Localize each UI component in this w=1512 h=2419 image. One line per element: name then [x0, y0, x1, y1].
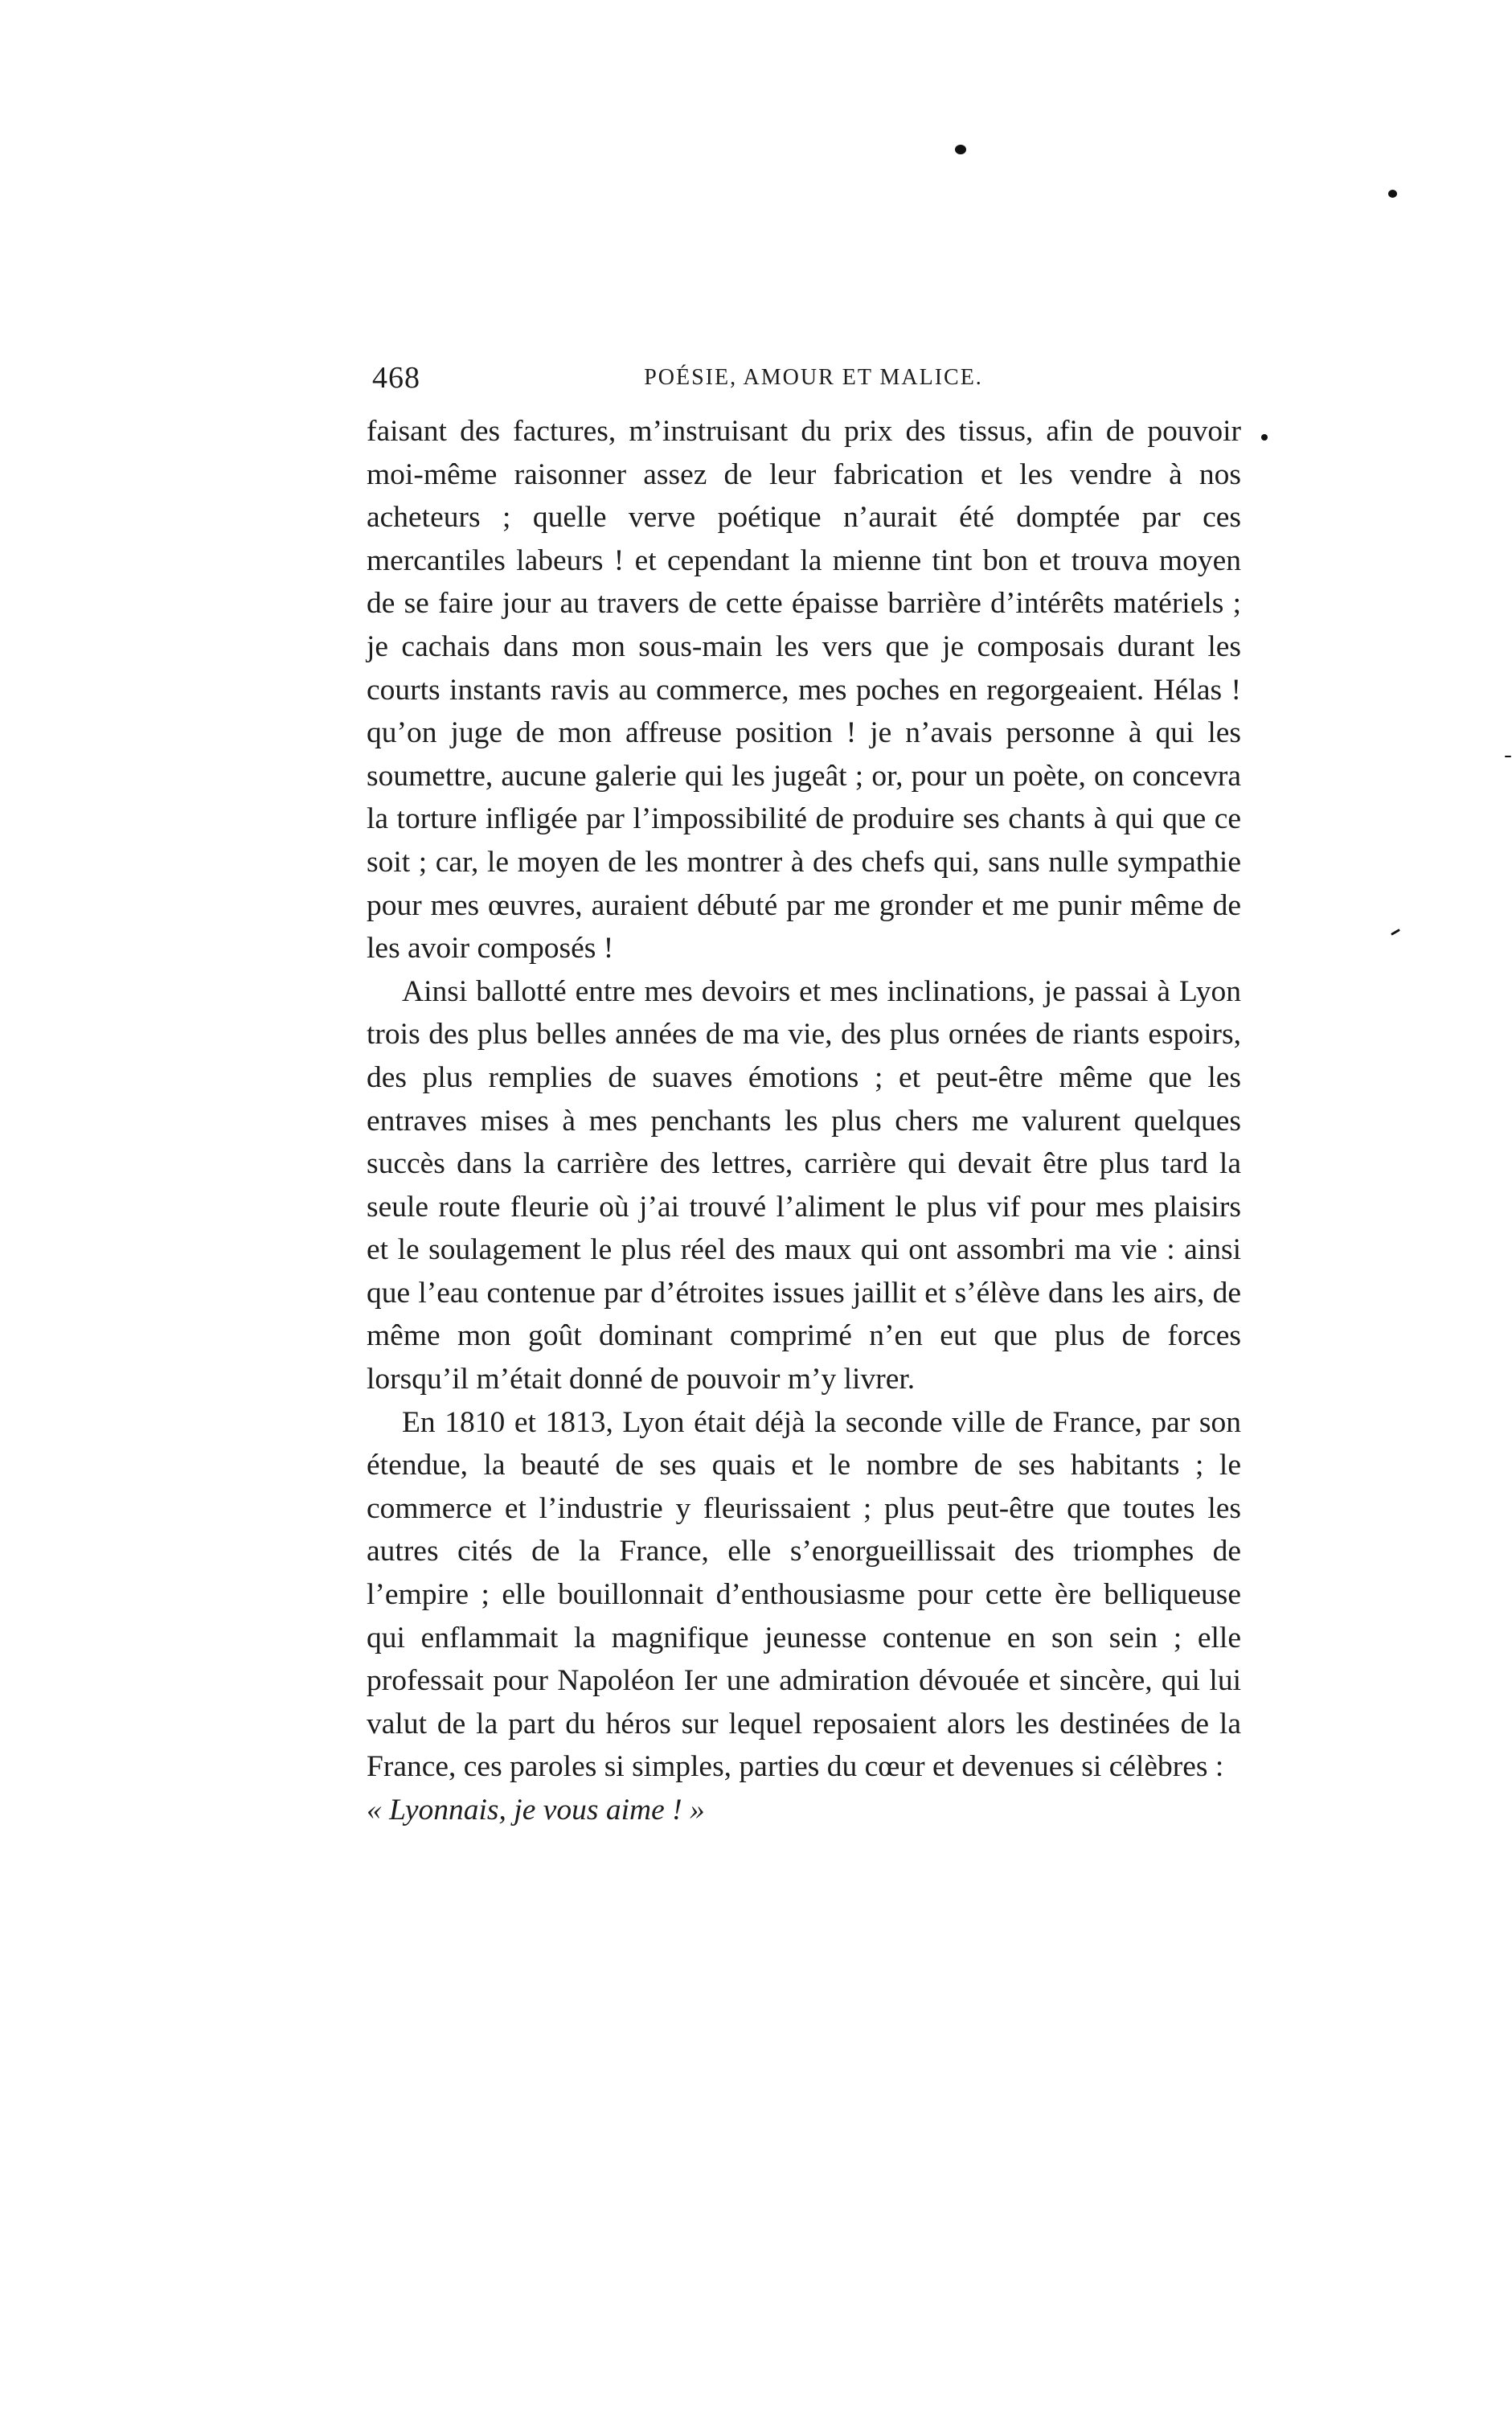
- margin-mark: [1505, 756, 1511, 757]
- paragraph-continued: faisant des factures, m’instruisant du prix des tissus, afin de pouvoir moi-même raisonner assez de leur fabrication et les vendre à nos acheteurs ; quelle verve poétique n’aurait été domptée par ces mercantiles labeurs ! et cependant la mienne tint bon et trouva moyen de se faire jour au travers de cette épaisse barrière d’intérêts matériels ; je cachais dans mon sous-main les vers que je composais durant les courts instants ravis au commerce, mes poches en regorgeaient. Hélas ! qu’on juge de mon affreuse position ! je n’avais personne à qui les soumettre, aucune galerie qui les jugeât ; or, pour un poète, on concevra la torture infligée par l’impossibilité de produire ses chants à qui que ce soit ; car, le moyen de les montrer à des chefs qui, sans nulle sympathie pour mes œuvres, auraient débuté par me gronder et me punir même de les avoir composés !: [367, 415, 1241, 966]
- napoleon-quote: « Lyonnais, je vous aime ! »: [367, 1794, 705, 1827]
- ink-speck: [1388, 190, 1397, 198]
- margin-mark: [1391, 929, 1400, 936]
- running-title: POÉSIE, AMOUR ET MALICE.: [644, 365, 983, 390]
- page-number: 468: [372, 361, 420, 395]
- paragraph-lyon-1810: En 1810 et 1813, Lyon était déjà la seconde ville de France, par son étendue, la beauté de ses quais et le nombre de ses habitants ; le commerce et l’industrie y fleurissaient ; plus peut-être que toutes les autres cités de la France, elle s’enorgueillissait des triomphes de l’empire ; elle bouillonnait d’enthousiasme pour cette ère belliqueuse qui enflammait la magnifique jeunesse contenue en son sein ; elle professait pour Napoléon Ier une admiration dévouée et sincère, qui lui valut de la part du héros sur lequel reposaient alors les destinées de la France, ces paroles si simples, parties du cœur et devenues si célèbres :: [367, 1405, 1241, 1784]
- paragraph-lyon-years: Ainsi ballotté entre mes devoirs et mes inclinations, je passai à Lyon trois des plus belles années de ma vie, des plus ornées de riants espoirs, des plus remplies de suaves émotions ; et peut-être même que les entraves mises à mes penchants les plus chers me valurent quelques succès dans la carrière des lettres, carrière qui devait être plus tard la seule route fleurie où j’ai trouvé l’aliment le plus vif pour mes plaisirs et le soulagement le plus réel des maux qui ont assombri ma vie : ainsi que l’eau contenue par d’étroites issues jaillit et s’élève dans les airs, de même mon goût dominant comprimé n’en eut que plus de forces lorsqu’il m’était donné de pouvoir m’y livrer.: [367, 974, 1241, 1396]
- margin-dot: [1261, 434, 1268, 441]
- ink-speck: [955, 145, 966, 154]
- body-text: [367, 410, 1241, 1832]
- page-header: [372, 360, 1255, 405]
